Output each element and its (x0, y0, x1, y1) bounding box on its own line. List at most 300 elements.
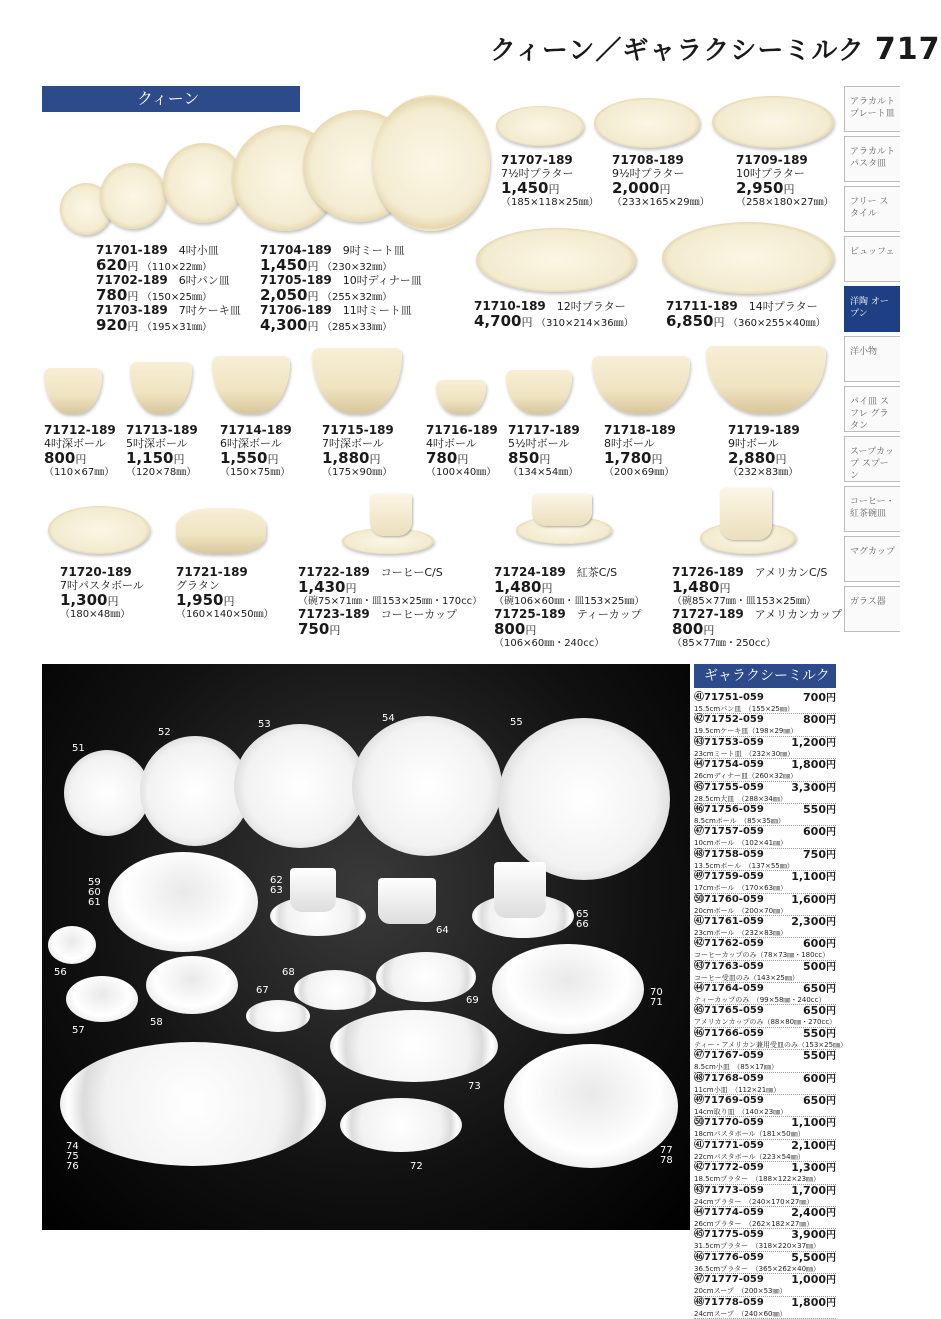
platter-image (594, 98, 700, 148)
product-price: 3,900 (791, 1228, 826, 1242)
galaxy-item-row (694, 737, 836, 759)
galaxy-item-row (694, 894, 836, 916)
product-price: 2,950 (736, 179, 784, 197)
product-dim: （233×165×29㎜） (612, 197, 710, 208)
product-price: 850 (508, 449, 540, 467)
galaxy-item-head (694, 1140, 836, 1153)
product-caption (728, 424, 800, 479)
product-dim: （200×69㎜） (604, 467, 675, 478)
photo-label: 54 (382, 713, 395, 724)
yen-label: 円 (826, 1252, 836, 1264)
product-desc: 20cmボール （200×70㎜） (694, 906, 788, 915)
product-code: 71726-189 (672, 565, 744, 579)
product-code: 71765-059 (704, 1005, 764, 1017)
platter-image (476, 228, 636, 292)
photo-label: 60 (88, 887, 101, 898)
product-desc: 19.5cmケーキ皿（198×29㎜） (694, 727, 798, 736)
product-price: 780 (96, 286, 128, 304)
product-name: 14吋プラター (748, 300, 818, 313)
product-code: 71715-189 (322, 423, 394, 437)
bowl-image (592, 356, 690, 414)
item-number: ㊸ (694, 960, 704, 972)
tab-pie-souffle[interactable]: パイ皿 スフレ グラタン (844, 386, 900, 432)
bowl-image (506, 370, 572, 414)
bowl-image (312, 348, 402, 414)
product-price: 1,800 (791, 758, 826, 772)
product-caption (672, 566, 842, 650)
product-code: 71768-059 (704, 1072, 764, 1084)
yen-label: 円 (127, 260, 139, 273)
product-caption (508, 424, 580, 479)
product-name: ティーカップ (576, 608, 642, 621)
product-code: 71758-059 (704, 848, 764, 860)
product-price: 1,800 (791, 1295, 826, 1309)
galaxy-item-row (694, 1185, 836, 1207)
photo-label: 77 (660, 1145, 673, 1156)
product-desc: ティーカップのみ （99×58㎜・240cc） (694, 996, 826, 1005)
yen-label: 円 (703, 624, 715, 637)
yen-label: 円 (307, 290, 319, 303)
white-cup (378, 878, 436, 924)
product-code: 71776-059 (704, 1251, 764, 1263)
pasta-bowl-image (48, 506, 150, 554)
white-dish (294, 970, 376, 1010)
product-dim: （180×48㎜） (60, 609, 131, 620)
product-code: 71727-189 (672, 607, 744, 621)
product-code: 71707-189 (501, 153, 573, 167)
galaxy-item-head (694, 714, 836, 727)
galaxy-item-row (694, 1095, 836, 1117)
white-soup-bowl (504, 1044, 678, 1168)
yen-label: 円 (826, 1163, 836, 1175)
product-price: 4,700 (474, 312, 522, 330)
platter-image (496, 106, 584, 146)
category-tabs (844, 86, 900, 636)
product-name: 4吋小皿 (178, 244, 219, 257)
photo-label: 63 (270, 885, 283, 896)
product-price: 2,050 (260, 286, 308, 304)
product-caption (126, 424, 198, 479)
yen-label: 円 (127, 320, 139, 333)
galaxy-item-row (694, 961, 836, 983)
product-price: 700 (803, 691, 826, 704)
product-name: 11吋ミート皿 (342, 304, 412, 317)
product-code: 71703-189 (96, 303, 168, 317)
product-code: 71766-059 (704, 1027, 764, 1039)
tab-coffee[interactable]: コーヒー・ 紅茶碗皿 (844, 486, 900, 532)
product-price: 750 (298, 620, 330, 638)
product-caption (60, 566, 144, 621)
yen-label: 円 (826, 939, 836, 951)
photo-label: 67 (256, 985, 269, 996)
page-title-text: クィーン／ギャラクシーミルク (490, 36, 865, 66)
product-desc: 10cmボール （102×41㎜） (694, 839, 788, 848)
product-dim: （134×54㎜） (508, 467, 579, 478)
bowl-image (706, 346, 826, 414)
item-number: ㊷ (694, 938, 704, 950)
galaxy-item-head (694, 759, 836, 772)
item-number: ㊼ (694, 1050, 704, 1062)
item-number: ㊽ (694, 1072, 704, 1084)
photo-label: 70 (650, 987, 663, 998)
product-caption (44, 424, 116, 479)
product-caption (501, 154, 599, 209)
galaxy-item-row (694, 1050, 836, 1072)
product-desc: 8.5cmボール （85×35㎜） (694, 816, 785, 825)
product-caption (322, 424, 394, 479)
yen-label: 円 (826, 693, 836, 704)
product-caption (736, 154, 834, 209)
product-code: 71752-059 (704, 714, 764, 726)
product-dim: （160×140×50㎜） (176, 609, 274, 620)
product-caption (176, 566, 274, 621)
product-dim: （360×255×40㎜） (727, 318, 826, 329)
white-pasta-bowl (492, 944, 644, 1034)
galaxy-item-row (694, 826, 836, 848)
product-price: 600 (803, 1071, 826, 1085)
product-desc: ティー・アメリカン兼用受皿のみ（153×25㎜） (694, 1040, 848, 1049)
galaxy-item-head (694, 692, 836, 705)
product-price: 1,780 (604, 449, 652, 467)
galaxy-item-head (694, 938, 836, 951)
item-number: ㊹ (694, 983, 704, 995)
product-name: 10吋ディナー皿 (342, 274, 422, 287)
galaxy-item-head (694, 983, 836, 996)
yen-label: 円 (783, 183, 795, 196)
item-number: ㊶ (694, 1139, 704, 1151)
product-dim: （255×32㎜） (321, 292, 393, 303)
photo-label: 51 (72, 743, 85, 754)
product-name: コーヒーカップ (380, 608, 458, 621)
item-number: ㊸ (694, 736, 704, 748)
yen-label: 円 (345, 582, 357, 595)
product-desc: 22cmパスタボール（223×54㎜） (694, 1152, 805, 1161)
product-price: 2,300 (791, 914, 826, 928)
product-price: 1,550 (220, 449, 268, 467)
product-caption (298, 566, 482, 637)
yen-label: 円 (826, 849, 836, 861)
product-price: 800 (803, 713, 826, 727)
product-name: 4吋ボール (426, 437, 477, 450)
tab-pasta[interactable]: アラカルト パスタ皿 (844, 136, 900, 182)
galaxy-item-head (694, 1028, 836, 1041)
yen-label: 円 (826, 804, 836, 816)
photo-label: 53 (258, 719, 271, 730)
platter-image (712, 96, 834, 148)
item-number: ㊻ (694, 803, 704, 815)
product-price: 3,300 (791, 780, 826, 794)
product-desc: 8.5cm小皿 （85×17㎜） (694, 1063, 778, 1072)
item-number: ㊼ (694, 826, 704, 838)
tab-buffet[interactable]: ビュッフェ (844, 236, 900, 282)
product-dim: （150×25㎜） (141, 292, 213, 303)
yen-label: 円 (826, 1185, 836, 1197)
product-price: 650 (803, 982, 826, 996)
product-price: 1,300 (60, 591, 108, 609)
tab-soup-cup[interactable]: スープカップ スプーン (844, 436, 900, 482)
white-plate (64, 750, 150, 836)
yen-label: 円 (826, 1028, 836, 1040)
product-desc: 26cmディナー皿（260×32㎜） (694, 772, 798, 781)
yen-label: 円 (75, 453, 87, 466)
yen-label: 円 (826, 737, 836, 749)
photo-label: 52 (158, 727, 171, 738)
platter-image (662, 222, 834, 294)
product-code: 71767-059 (704, 1050, 764, 1062)
item-number: ㊷ (694, 714, 704, 726)
product-name: 9吋ボール (728, 437, 779, 450)
yen-label: 円 (826, 1073, 836, 1085)
item-number: ㊺ (694, 1229, 704, 1241)
yen-label: 円 (826, 1140, 836, 1152)
product-desc: 23cmボール （232×83㎜） (694, 928, 788, 937)
product-price: 4,300 (260, 316, 308, 334)
product-name: 8吋ボール (604, 437, 655, 450)
product-price: 1,700 (791, 1183, 826, 1197)
product-name: 12吋プラター (556, 300, 626, 313)
product-code: 71754-059 (704, 759, 764, 771)
galaxy-item-row (694, 1297, 836, 1319)
product-code: 71763-059 (704, 960, 764, 972)
photo-label: 73 (468, 1081, 481, 1092)
product-price: 600 (803, 825, 826, 839)
tab-small-items[interactable]: 洋小物 (844, 336, 900, 382)
product-dim: （150×75㎜） (220, 467, 291, 478)
galaxy-item-head (694, 1185, 836, 1198)
cup-image (370, 494, 412, 536)
product-price: 650 (803, 1094, 826, 1108)
product-name: コーヒーC/S (380, 566, 443, 579)
product-dim: （碗75×71㎜・皿153×25㎜・170cc） (298, 596, 483, 607)
photo-label: 57 (72, 1025, 85, 1036)
white-plate (234, 724, 366, 848)
galaxy-item-head (694, 1095, 836, 1108)
yen-label: 円 (826, 872, 836, 884)
yen-label: 円 (457, 453, 469, 466)
photo-label: 58 (150, 1017, 163, 1028)
yen-label: 円 (307, 320, 319, 333)
yen-label: 円 (826, 1096, 836, 1108)
product-desc: コーヒーカップのみ（78×73㎜・180cc） (694, 951, 830, 960)
product-price: 1,000 (791, 1273, 826, 1287)
photo-label: 64 (436, 925, 449, 936)
white-cup (290, 868, 336, 912)
product-code: 71760-059 (704, 893, 764, 905)
product-price: 800 (494, 620, 526, 638)
product-desc: 14cm取り皿 （140×23㎜） (694, 1108, 788, 1117)
product-name: アメリカンC/S (754, 566, 828, 579)
yen-label: 円 (127, 290, 139, 303)
galaxy-item-head (694, 1073, 836, 1086)
bowl-image (436, 380, 486, 414)
item-number: ㊻ (694, 1251, 704, 1263)
product-price: 500 (803, 959, 826, 973)
yen-label: 円 (539, 453, 551, 466)
product-desc: 11cm小皿 （112×21㎜） (694, 1085, 781, 1094)
product-price: 1,200 (791, 735, 826, 749)
product-code: 71710-189 (474, 299, 546, 313)
product-price: 1,430 (298, 578, 346, 596)
galaxy-band: ギャラクシーミルク (694, 664, 836, 688)
product-caption (666, 300, 826, 330)
product-name: グラタン (176, 579, 220, 592)
product-name: 5吋深ボール (126, 437, 188, 450)
galaxy-item-row (694, 782, 836, 804)
product-code: 71775-059 (704, 1229, 764, 1241)
product-code: 71769-059 (704, 1095, 764, 1107)
photo-label: 74 (66, 1141, 79, 1152)
page-number: 717 (874, 32, 941, 67)
product-dim: （230×32㎜） (321, 262, 393, 273)
photo-label: 62 (270, 875, 283, 886)
product-caption (612, 154, 710, 209)
yen-label: 円 (826, 916, 836, 928)
product-desc: コーヒー受皿のみ（143×25㎜） (694, 973, 799, 982)
product-dim: （185×118×25㎜） (501, 197, 599, 208)
product-name: 7吋ケーキ皿 (178, 304, 241, 317)
photo-label: 72 (410, 1161, 423, 1172)
item-number: ㊺ (694, 781, 704, 793)
product-code: 71762-059 (704, 938, 764, 950)
item-number: ㊽ (694, 1296, 704, 1308)
white-plate (498, 718, 670, 880)
galaxy-item-row (694, 1005, 836, 1027)
product-desc: 36.5cmプラター （365×262×40㎜） (694, 1264, 821, 1273)
cup-image (532, 494, 592, 526)
tab-mug[interactable]: マグカップ (844, 536, 900, 582)
product-price: 550 (803, 802, 826, 816)
product-dim: （85×77㎜・250cc） (672, 638, 776, 649)
product-price: 1,100 (791, 1116, 826, 1130)
product-price: 2,400 (791, 1205, 826, 1219)
product-desc: 20cmスープ （200×53㎜） (694, 1287, 787, 1296)
galaxy-item-row (694, 938, 836, 960)
product-name: 7吋深ボール (322, 437, 384, 450)
galaxy-item-head (694, 1229, 836, 1242)
gratin-image (176, 508, 266, 554)
product-desc: 24cmプラター （240×170×27㎜） (694, 1197, 814, 1206)
galaxy-item-head (694, 1297, 836, 1310)
yen-label: 円 (826, 715, 836, 727)
page-title (490, 30, 941, 67)
product-caption (426, 424, 498, 479)
galaxy-item-row (694, 1162, 836, 1184)
product-caption (260, 244, 422, 334)
yen-label: 円 (826, 827, 836, 839)
yen-label: 円 (107, 595, 119, 608)
photo-label: 78 (660, 1155, 673, 1166)
item-number: ㊼ (694, 1274, 704, 1286)
white-platter (60, 1042, 326, 1166)
product-code: 71721-189 (176, 565, 248, 579)
item-number: ㊿ (694, 1117, 704, 1129)
tab-plate[interactable]: アラカルト プレート皿 (844, 86, 900, 132)
tab-glass[interactable]: ガラス器 (844, 586, 900, 632)
product-price: 1,480 (672, 578, 720, 596)
white-cup (494, 862, 546, 918)
galaxy-item-head (694, 737, 836, 750)
photo-label: 69 (466, 995, 479, 1006)
product-dim: （碗106×60㎜・皿153×25㎜） (494, 596, 645, 607)
product-desc: 31.5cmプラター （318×220×37㎜） (694, 1242, 821, 1251)
photo-label: 56 (54, 967, 67, 978)
product-code: 71701-189 (96, 243, 168, 257)
product-desc: 28.5cm大皿 （288×34㎜） (694, 794, 787, 803)
item-number: ㊸ (694, 1184, 704, 1196)
item-number: ㊹ (694, 1206, 704, 1218)
white-bowl (108, 852, 258, 952)
product-code: 71712-189 (44, 423, 116, 437)
galaxy-photo (42, 664, 690, 1230)
product-code: 71706-189 (260, 303, 332, 317)
white-dish (246, 1000, 310, 1032)
yen-label: 円 (826, 1006, 836, 1018)
galaxy-item-row (694, 1073, 836, 1095)
item-number: ㊿ (694, 893, 704, 905)
product-code: 71702-189 (96, 273, 168, 287)
galaxy-item-row (694, 1117, 836, 1139)
galaxy-item-row (694, 916, 836, 938)
photo-label: 59 (88, 877, 101, 888)
product-price: 650 (803, 1004, 826, 1018)
yen-label: 円 (826, 1051, 836, 1063)
product-caption (604, 424, 676, 479)
galaxy-product-list (694, 691, 848, 1319)
yen-label: 円 (826, 782, 836, 794)
yen-label: 円 (826, 894, 836, 906)
galaxy-item-head (694, 961, 836, 974)
galaxy-item-head (694, 894, 836, 907)
yen-label: 円 (826, 1297, 836, 1309)
tab-western-open[interactable]: 洋陶 オープン (844, 286, 900, 332)
yen-label: 円 (826, 1118, 836, 1130)
product-code: 71704-189 (260, 243, 332, 257)
queen-band: クィーン (42, 86, 300, 112)
product-price: 1,100 (791, 870, 826, 884)
product-code: 71722-189 (298, 565, 370, 579)
galaxy-item-head (694, 1274, 836, 1287)
galaxy-item-row (694, 1026, 848, 1050)
photo-label: 68 (282, 967, 295, 978)
tab-freestyle[interactable]: フリー スタイル (844, 186, 900, 232)
product-desc: 18.5cmプラター （188×122×23㎜） (694, 1175, 821, 1184)
product-caption (494, 566, 644, 650)
galaxy-item-head (694, 804, 836, 817)
bowl-image (130, 362, 192, 414)
product-code: 71709-189 (736, 153, 808, 167)
product-code: 71755-059 (704, 781, 764, 793)
product-price: 550 (803, 1026, 826, 1040)
yen-label: 円 (541, 582, 553, 595)
product-code: 71713-189 (126, 423, 198, 437)
product-price: 2,880 (728, 449, 776, 467)
product-code: 71723-189 (298, 607, 370, 621)
product-code: 71764-059 (704, 983, 764, 995)
product-name: 7½吋プラター (501, 167, 574, 180)
plate-image (100, 163, 166, 229)
product-code: 71708-189 (612, 153, 684, 167)
white-platter (340, 1098, 462, 1152)
product-dim: （碗85×77㎜・皿153×25㎜） (672, 596, 817, 607)
product-code: 71705-189 (260, 273, 332, 287)
product-price: 1,950 (176, 591, 224, 609)
yen-label: 円 (826, 1207, 836, 1219)
photo-label: 55 (510, 717, 523, 728)
product-desc: アメリカンカップのみ（88×80㎜・270cc） (694, 1018, 837, 1027)
product-code: 71720-189 (60, 565, 132, 579)
photo-label: 75 (66, 1151, 79, 1162)
product-code: 71718-189 (604, 423, 676, 437)
